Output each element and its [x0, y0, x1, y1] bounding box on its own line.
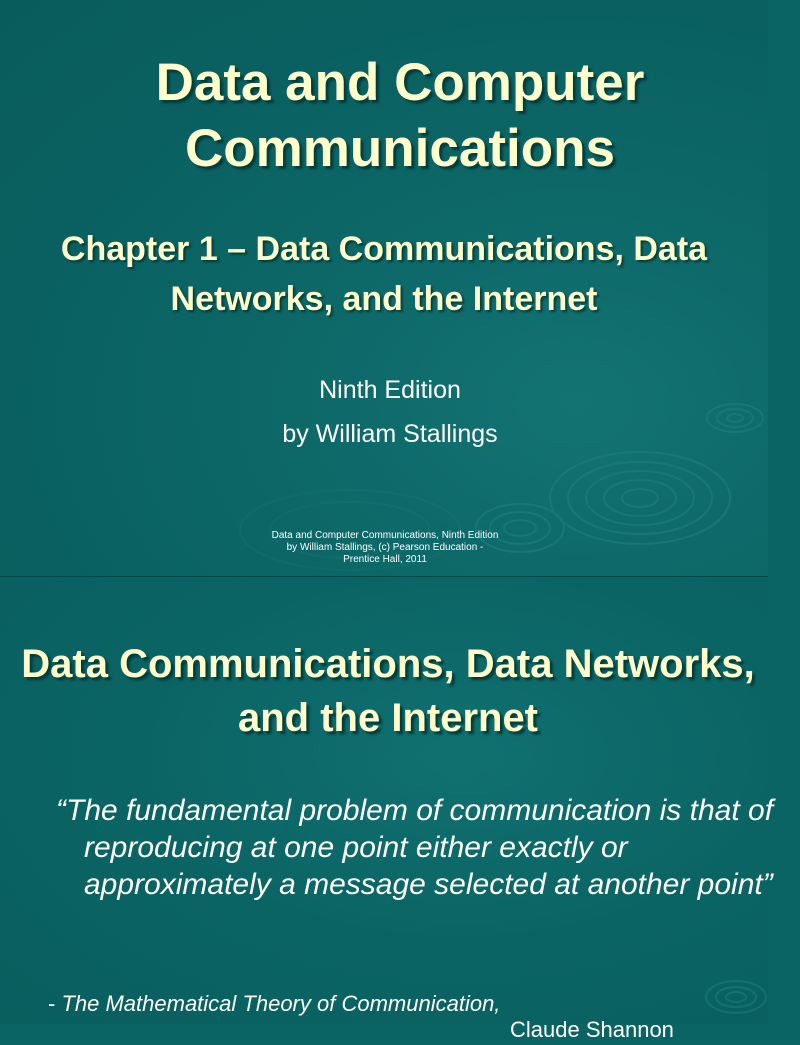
- source-dash: -: [48, 991, 62, 1016]
- edition-label: Ninth Edition: [319, 376, 461, 404]
- slide-footer: Data and Computer Communications, Ninth Edition by William Stallings, (c) Pearson Education - Prentice Hall, 2011: [271, 530, 499, 565]
- slide-2: [0, 577, 774, 1042]
- edition-block: [0, 368, 780, 456]
- quote-author: Claude Shannon: [510, 1017, 674, 1042]
- slide-2-title: Data Communications, Data Networks, and the Internet: [21, 642, 755, 740]
- source-title: The Mathematical Theory of Communication,: [61, 991, 501, 1016]
- chapter-heading: Chapter 1 – Data Communications, Data Networks, and the Internet: [60, 230, 708, 318]
- shannon-quote: “The fundamental problem of communication is that of reproducing at one point either exactly or approximately a message selected at another point”: [56, 794, 774, 901]
- author-label: by William Stallings: [282, 420, 498, 448]
- presentation-title: Data and Computer Communications: [155, 53, 645, 178]
